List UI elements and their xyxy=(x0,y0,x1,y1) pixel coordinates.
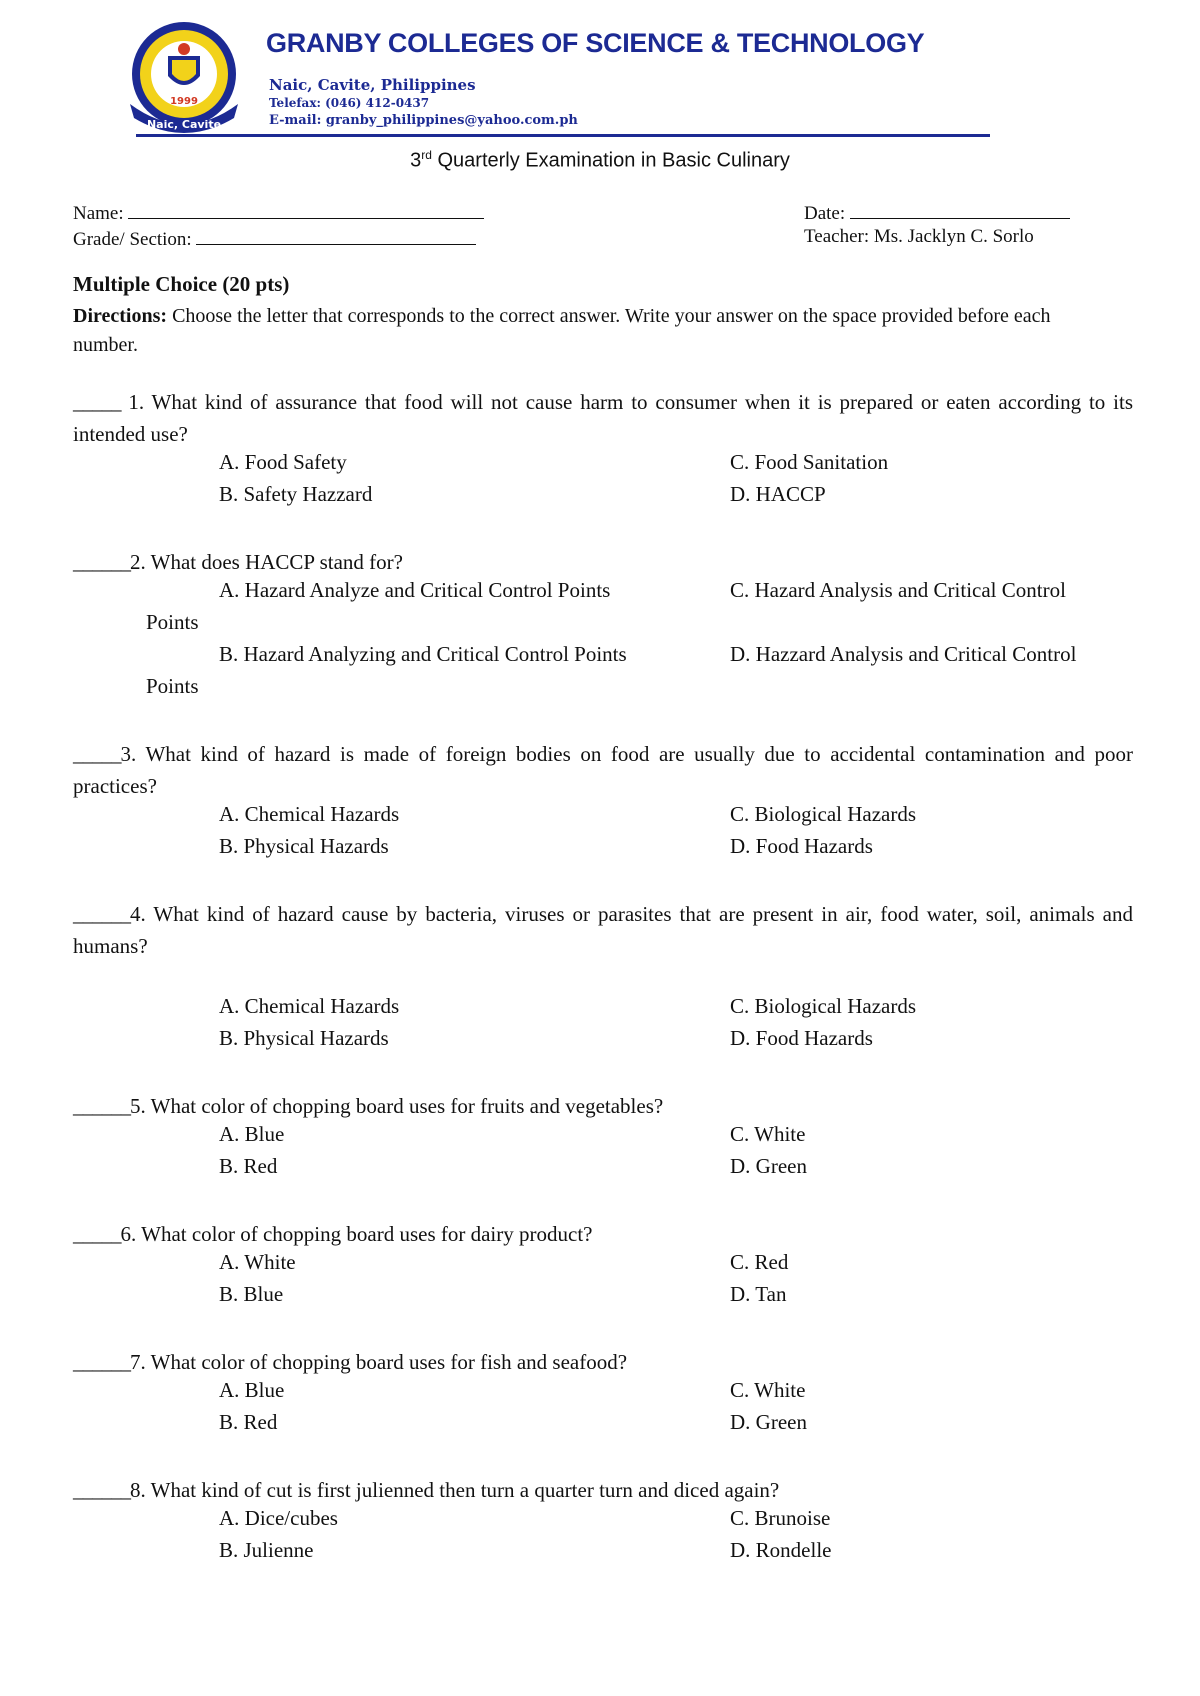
option-c: C. Biological Hazards xyxy=(730,802,917,826)
option-d: D. Food Hazards xyxy=(730,1026,873,1050)
answer-blank[interactable]: _____ xyxy=(73,390,121,414)
question-3: _____3. What kind of hazard is made of foreign bodies on food are usually due to accidental contamination and poor practices? xyxy=(73,742,1133,798)
question-4: ______4. What kind of hazard cause by bacteria, viruses or parasites that are present in air, food water, soil, animals and humans? xyxy=(73,902,1133,958)
school-telefax: Telefax: (046) 412-0437 xyxy=(269,96,430,110)
option-a: A. Blue xyxy=(219,1122,285,1146)
question-8: ______8. What kind of cut is first julienned then turn a quarter turn and diced again? xyxy=(73,1478,780,1502)
answer-blank[interactable]: ______ xyxy=(73,1350,130,1374)
directions: Directions: Choose the letter that corresponds to the correct answer. Write your answer on the space provided before each number. xyxy=(73,305,1051,356)
option-a: A. Hazard Analyze and Critical Control Points xyxy=(219,578,611,602)
question-6: _____6. What color of chopping board uses for dairy product? xyxy=(73,1222,593,1246)
option-b: B. Blue xyxy=(219,1282,284,1306)
question-5: ______5. What color of chopping board uses for fruits and vegetables? xyxy=(73,1094,664,1118)
option-d: D. Green xyxy=(730,1154,807,1178)
question-7: ______7. What color of chopping board uses for fish and seafood? xyxy=(73,1350,628,1374)
grade-section-field: Grade/ Section: xyxy=(73,226,476,251)
option-a: A. Chemical Hazards xyxy=(219,802,400,826)
school-name: GRANBY COLLEGES OF SCIENCE & TECHNOLOGY xyxy=(266,28,925,58)
teacher-field: Teacher: Ms. Jacklyn C. Sorlo xyxy=(804,226,1034,247)
option-a: A. Blue xyxy=(219,1378,285,1402)
answer-blank[interactable]: ______ xyxy=(73,1478,130,1502)
school-address: Naic, Cavite, Philippines xyxy=(269,76,476,94)
section-title: Multiple Choice (20 pts) xyxy=(73,272,290,296)
answer-blank[interactable]: ______ xyxy=(73,550,130,574)
option-d: D. Rondelle xyxy=(730,1538,832,1562)
header-divider xyxy=(136,134,990,137)
answer-blank[interactable]: _____ xyxy=(73,1222,121,1246)
option-d: D. Hazzard Analysis and Critical Control xyxy=(730,642,1077,666)
option-b: B. Red xyxy=(219,1410,278,1434)
answer-blank[interactable]: _____ xyxy=(73,742,121,766)
option-c: C. Hazard Analysis and Critical Control xyxy=(730,578,1066,602)
option-c: C. Food Sanitation xyxy=(730,450,889,474)
option-c: C. Biological Hazards xyxy=(730,994,917,1018)
option-b: B. Physical Hazards xyxy=(219,834,389,858)
option-a: A. Food Safety xyxy=(219,450,347,474)
school-email: E-mail: granby_philippines@yahoo.com.ph xyxy=(269,113,578,128)
option-a: A. White xyxy=(219,1250,296,1274)
school-seal-logo xyxy=(124,18,249,136)
option-c: C. White xyxy=(730,1378,806,1402)
option-b: B. Physical Hazards xyxy=(219,1026,389,1050)
date-blank[interactable] xyxy=(850,200,1070,219)
option-d: D. Green xyxy=(730,1410,807,1434)
question-2: ______2. What does HACCP stand for? xyxy=(73,550,403,574)
option-d: D. HACCP xyxy=(730,482,826,506)
option-b: B. Red xyxy=(219,1154,278,1178)
svg-text:Naic, Cavite: Naic, Cavite xyxy=(146,118,222,131)
option-b: B. Julienne xyxy=(219,1538,314,1562)
option-d-wrap: Points xyxy=(146,674,199,698)
date-field: Date: xyxy=(804,200,1070,225)
name-field: Name: xyxy=(73,200,484,225)
option-c: C. White xyxy=(730,1122,806,1146)
exam-title: 3rd Quarterly Examination in Basic Culinary xyxy=(410,148,790,172)
svg-text:1999: 1999 xyxy=(170,96,198,107)
answer-blank[interactable]: ______ xyxy=(73,1094,130,1118)
grade-section-blank[interactable] xyxy=(196,226,476,245)
option-c: C. Brunoise xyxy=(730,1506,831,1530)
school-header xyxy=(124,18,1004,136)
option-a: A. Dice/cubes xyxy=(219,1506,338,1530)
name-blank[interactable] xyxy=(128,200,484,219)
option-d: D. Food Hazards xyxy=(730,834,873,858)
answer-blank[interactable]: ______ xyxy=(73,902,130,926)
option-a: A. Chemical Hazards xyxy=(219,994,400,1018)
option-c: C. Red xyxy=(730,1250,789,1274)
option-b: B. Safety Hazzard xyxy=(219,482,373,506)
option-d: D. Tan xyxy=(730,1282,787,1306)
option-c-wrap: Points xyxy=(146,610,199,634)
option-b: B. Hazard Analyzing and Critical Control Points xyxy=(219,642,627,666)
question-1: _____ 1. What kind of assurance that food will not cause harm to consumer when it is prepared or eaten according to its intended use? xyxy=(73,390,1133,446)
